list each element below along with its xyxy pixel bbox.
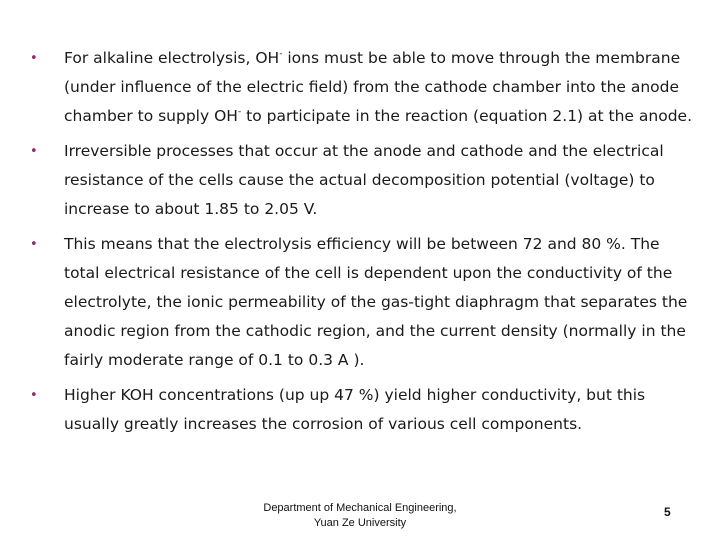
bullet-text: Irreversible processes that occur at the anode and cathode and the electrical resistance of the cells cause the actual decomposition potential (voltage) to increase to about 1.85 to 2.05 V. xyxy=(64,142,664,218)
bullet-item xyxy=(26,137,696,224)
bullet-text: This means that the electrolysis efficiency will be between 72 and 80 %. The total electrical resistance of the cell is dependent upon the conductivity of the electrolyte, the ionic permeability of the gas-tight diaphragm that separates the anodic region from the cathodic region, and the current density (normally in the fairly moderate range of 0.1 to 0.3 A ). xyxy=(64,235,688,369)
footer-department: Department of Mechanical Engineering, xyxy=(263,502,457,514)
footer xyxy=(230,501,490,531)
footer-university: Yuan Ze University xyxy=(313,517,407,529)
bullet-text: Higher KOH concentrations (up up 47 %) yield higher conductivity, but this usually greatly increases the corrosion of various cell components. xyxy=(64,386,646,433)
bullet-marker-icon: • xyxy=(30,237,38,252)
bullet-text: For alkaline electrolysis, OH- ions must be able to move through the membrane (under influence of the electric field) from the cathode chamber into the anode chamber to supply OH- to participate in the reaction (equation 2.1) at the anode. xyxy=(64,48,693,125)
page-number: 5 xyxy=(664,505,671,519)
bullet-marker-icon: • xyxy=(30,144,38,159)
bullet-item xyxy=(26,44,696,131)
bullet-marker-icon: • xyxy=(30,51,38,66)
bullet-list xyxy=(26,44,696,445)
bullet-item xyxy=(26,381,696,439)
bullet-marker-icon: • xyxy=(30,388,38,403)
bullet-item xyxy=(26,230,696,375)
